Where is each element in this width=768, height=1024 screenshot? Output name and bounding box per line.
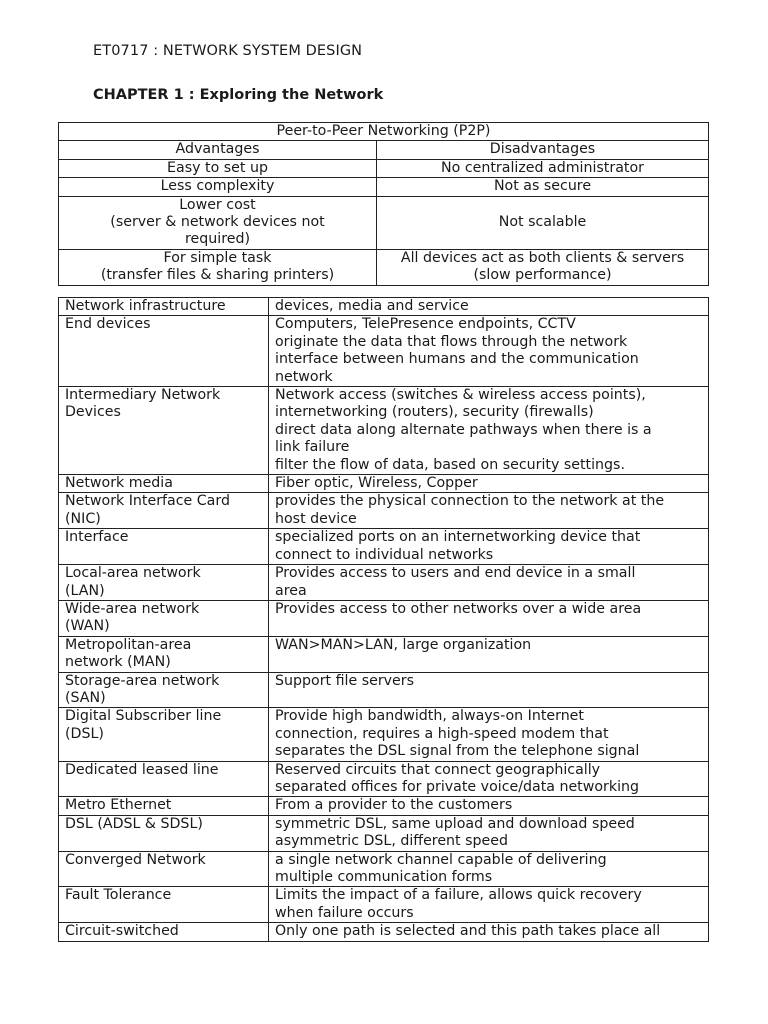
term-cell-line: Digital Subscriber line [65, 708, 222, 725]
disadvantage-cell-line: (slow performance) [473, 267, 612, 284]
term-cell-line: DSL (ADSL & SDSL) [65, 815, 203, 832]
term-row [59, 797, 709, 815]
definition-cell [269, 797, 709, 815]
disadvantage-cell-line: All devices act as both clients & servers [400, 249, 685, 266]
definition-cell-line: Fiber optic, Wireless, Copper [275, 475, 478, 492]
advantage-cell-line: (transfer files & sharing printers) [100, 267, 335, 284]
term-cell [59, 493, 269, 529]
term-cell-line: (DSL) [65, 725, 104, 742]
term-cell-line: Circuit-switched [65, 923, 179, 940]
definition-cell-line: devices, media and service [275, 298, 469, 314]
definition-cell [269, 815, 709, 851]
term-cell [59, 316, 269, 387]
p2p-comparison-table [58, 122, 709, 286]
term-cell [59, 600, 269, 636]
definition-cell-line: Provide high bandwidth, always-on Internet [275, 708, 584, 725]
term-cell-line: Intermediary Network [65, 387, 221, 404]
disadvantage-cell [377, 196, 709, 249]
definition-cell-line: when failure occurs [275, 904, 414, 921]
definition-cell-line: Only one path is selected and this path takes place all [275, 923, 661, 940]
advantage-cell [59, 159, 377, 177]
definition-cell [269, 636, 709, 672]
definition-cell-line: separates the DSL signal from the telephone signal [275, 743, 640, 760]
definition-cell-line: network [275, 368, 333, 385]
term-row [59, 708, 709, 761]
p2p-row [59, 178, 709, 196]
term-cell [59, 851, 269, 887]
definition-cell-line: direct data along alternate pathways when there is a [275, 421, 652, 438]
definition-cell-line: Support file servers [275, 672, 415, 689]
term-cell-line: Converged Network [65, 851, 206, 868]
definition-cell [269, 529, 709, 565]
definition-cell [269, 708, 709, 761]
definition-cell-line: area [275, 582, 307, 599]
definition-cell [269, 600, 709, 636]
term-row [59, 636, 709, 672]
definition-cell-line: WAN>MAN>LAN, large organization [275, 636, 532, 653]
advantage-cell-line: Lower cost [179, 196, 256, 213]
term-cell-line: (SAN) [65, 689, 106, 706]
definition-cell [269, 672, 709, 708]
definition-cell-line: connection, requires a high-speed modem that [275, 725, 609, 742]
advantages-header: Advantages [59, 141, 377, 159]
definition-cell [269, 475, 709, 493]
term-cell-line: Network media [65, 475, 173, 492]
term-cell [59, 387, 269, 475]
definition-cell-line: Provides access to users and end device in a small [275, 565, 636, 582]
term-cell [59, 475, 269, 493]
definition-cell-line: Provides access to other networks over a wide area [275, 600, 642, 617]
p2p-title-row [59, 123, 709, 141]
p2p-row [59, 196, 709, 249]
definition-cell-line: specialized ports on an internetworking device that [275, 529, 641, 546]
disadvantage-cell [377, 249, 709, 285]
definition-cell-line: link failure [275, 439, 350, 456]
definition-cell-line: host device [275, 510, 357, 527]
definition-cell-line: From a provider to the customers [275, 797, 513, 814]
definition-cell-line: provides the physical connection to the network at the [275, 493, 665, 510]
term-cell-line: Interface [65, 529, 129, 546]
definition-cell [269, 761, 709, 797]
advantage-cell [59, 249, 377, 285]
p2p-table-title: Peer-to-Peer Networking (P2P) [59, 123, 709, 141]
term-row [59, 851, 709, 887]
term-row [59, 600, 709, 636]
definition-cell-line: a single network channel capable of delivering [275, 851, 607, 868]
term-cell [59, 636, 269, 672]
term-cell [59, 298, 269, 316]
definition-cell-line: separated offices for private voice/data networking [275, 778, 640, 795]
term-row [59, 529, 709, 565]
disadvantages-header: Disadvantages [377, 141, 709, 159]
term-cell [59, 797, 269, 815]
definition-cell-line: symmetric DSL, same upload and download speed [275, 815, 635, 832]
term-cell-line: Network infrastructure [65, 298, 226, 314]
definition-cell [269, 851, 709, 887]
term-cell-line: (LAN) [65, 582, 105, 599]
definition-cell [269, 387, 709, 475]
term-cell [59, 887, 269, 923]
advantage-cell-line: Less complexity [160, 178, 275, 195]
term-row [59, 316, 709, 387]
term-cell [59, 815, 269, 851]
definition-cell [269, 565, 709, 601]
term-cell-line: End devices [65, 316, 151, 333]
term-row [59, 493, 709, 529]
network-terms-table [58, 297, 709, 942]
term-cell-line: Devices [65, 404, 121, 421]
term-cell-line: Network Interface Card [65, 493, 230, 510]
term-cell [59, 761, 269, 797]
advantage-cell-line: (server & network devices not [110, 214, 325, 231]
advantage-cell [59, 178, 377, 196]
definition-cell-line: internetworking (routers), security (firewalls) [275, 404, 594, 421]
advantage-cell-line: required) [185, 231, 250, 248]
advantage-cell-line: For simple task [163, 249, 272, 266]
definition-cell-line: Reserved circuits that connect geographically [275, 761, 601, 778]
term-cell-line: Fault Tolerance [65, 887, 172, 904]
term-row [59, 815, 709, 851]
term-cell-line: Dedicated leased line [65, 761, 219, 778]
term-row [59, 923, 709, 941]
term-cell-line: Metro Ethernet [65, 797, 172, 814]
disadvantage-cell [377, 159, 709, 177]
definition-cell [269, 298, 709, 316]
p2p-header-row [59, 141, 709, 159]
term-cell-line: Wide-area network [65, 600, 200, 617]
definition-cell-line: Limits the impact of a failure, allows quick recovery [275, 887, 642, 904]
term-cell [59, 529, 269, 565]
definition-cell-line: originate the data that flows through the network [275, 333, 628, 350]
definition-cell-line: Network access (switches & wireless access points), [275, 387, 646, 404]
term-row [59, 565, 709, 601]
term-cell [59, 565, 269, 601]
advantage-cell [59, 196, 377, 249]
term-row [59, 298, 709, 316]
p2p-row [59, 159, 709, 177]
disadvantage-cell-line: No centralized administrator [441, 159, 644, 176]
definition-cell [269, 923, 709, 941]
term-row [59, 672, 709, 708]
course-title: ET0717 : NETWORK SYSTEM DESIGN [93, 43, 363, 59]
term-row [59, 475, 709, 493]
definition-cell [269, 493, 709, 529]
term-cell-line: (NIC) [65, 510, 101, 527]
term-row [59, 387, 709, 475]
definition-cell [269, 887, 709, 923]
term-row [59, 761, 709, 797]
definition-cell-line: connect to individual networks [275, 546, 494, 563]
term-cell-line: (WAN) [65, 618, 110, 635]
definition-cell-line: asymmetric DSL, different speed [275, 833, 508, 850]
term-cell-line: Storage-area network [65, 672, 220, 689]
term-cell [59, 708, 269, 761]
definition-cell [269, 316, 709, 387]
term-row [59, 887, 709, 923]
disadvantage-cell [377, 178, 709, 196]
disadvantage-cell-line: Not as secure [493, 178, 592, 195]
definition-cell-line: filter the flow of data, based on security settings. [275, 456, 625, 473]
definition-cell-line: interface between humans and the communication [275, 351, 639, 368]
term-cell-line: Local-area network [65, 565, 201, 582]
definition-cell-line: Computers, TelePresence endpoints, CCTV [275, 316, 576, 333]
definition-cell-line: multiple communication forms [275, 869, 493, 885]
term-cell-line: Metropolitan-area [65, 636, 192, 653]
term-cell [59, 672, 269, 708]
term-cell [59, 923, 269, 941]
advantage-cell-line: Easy to set up [167, 159, 268, 176]
term-cell-line: network (MAN) [65, 654, 171, 671]
disadvantage-cell-line: Not scalable [498, 214, 587, 231]
chapter-heading: CHAPTER 1 : Exploring the Network [93, 87, 384, 103]
p2p-row [59, 249, 709, 285]
